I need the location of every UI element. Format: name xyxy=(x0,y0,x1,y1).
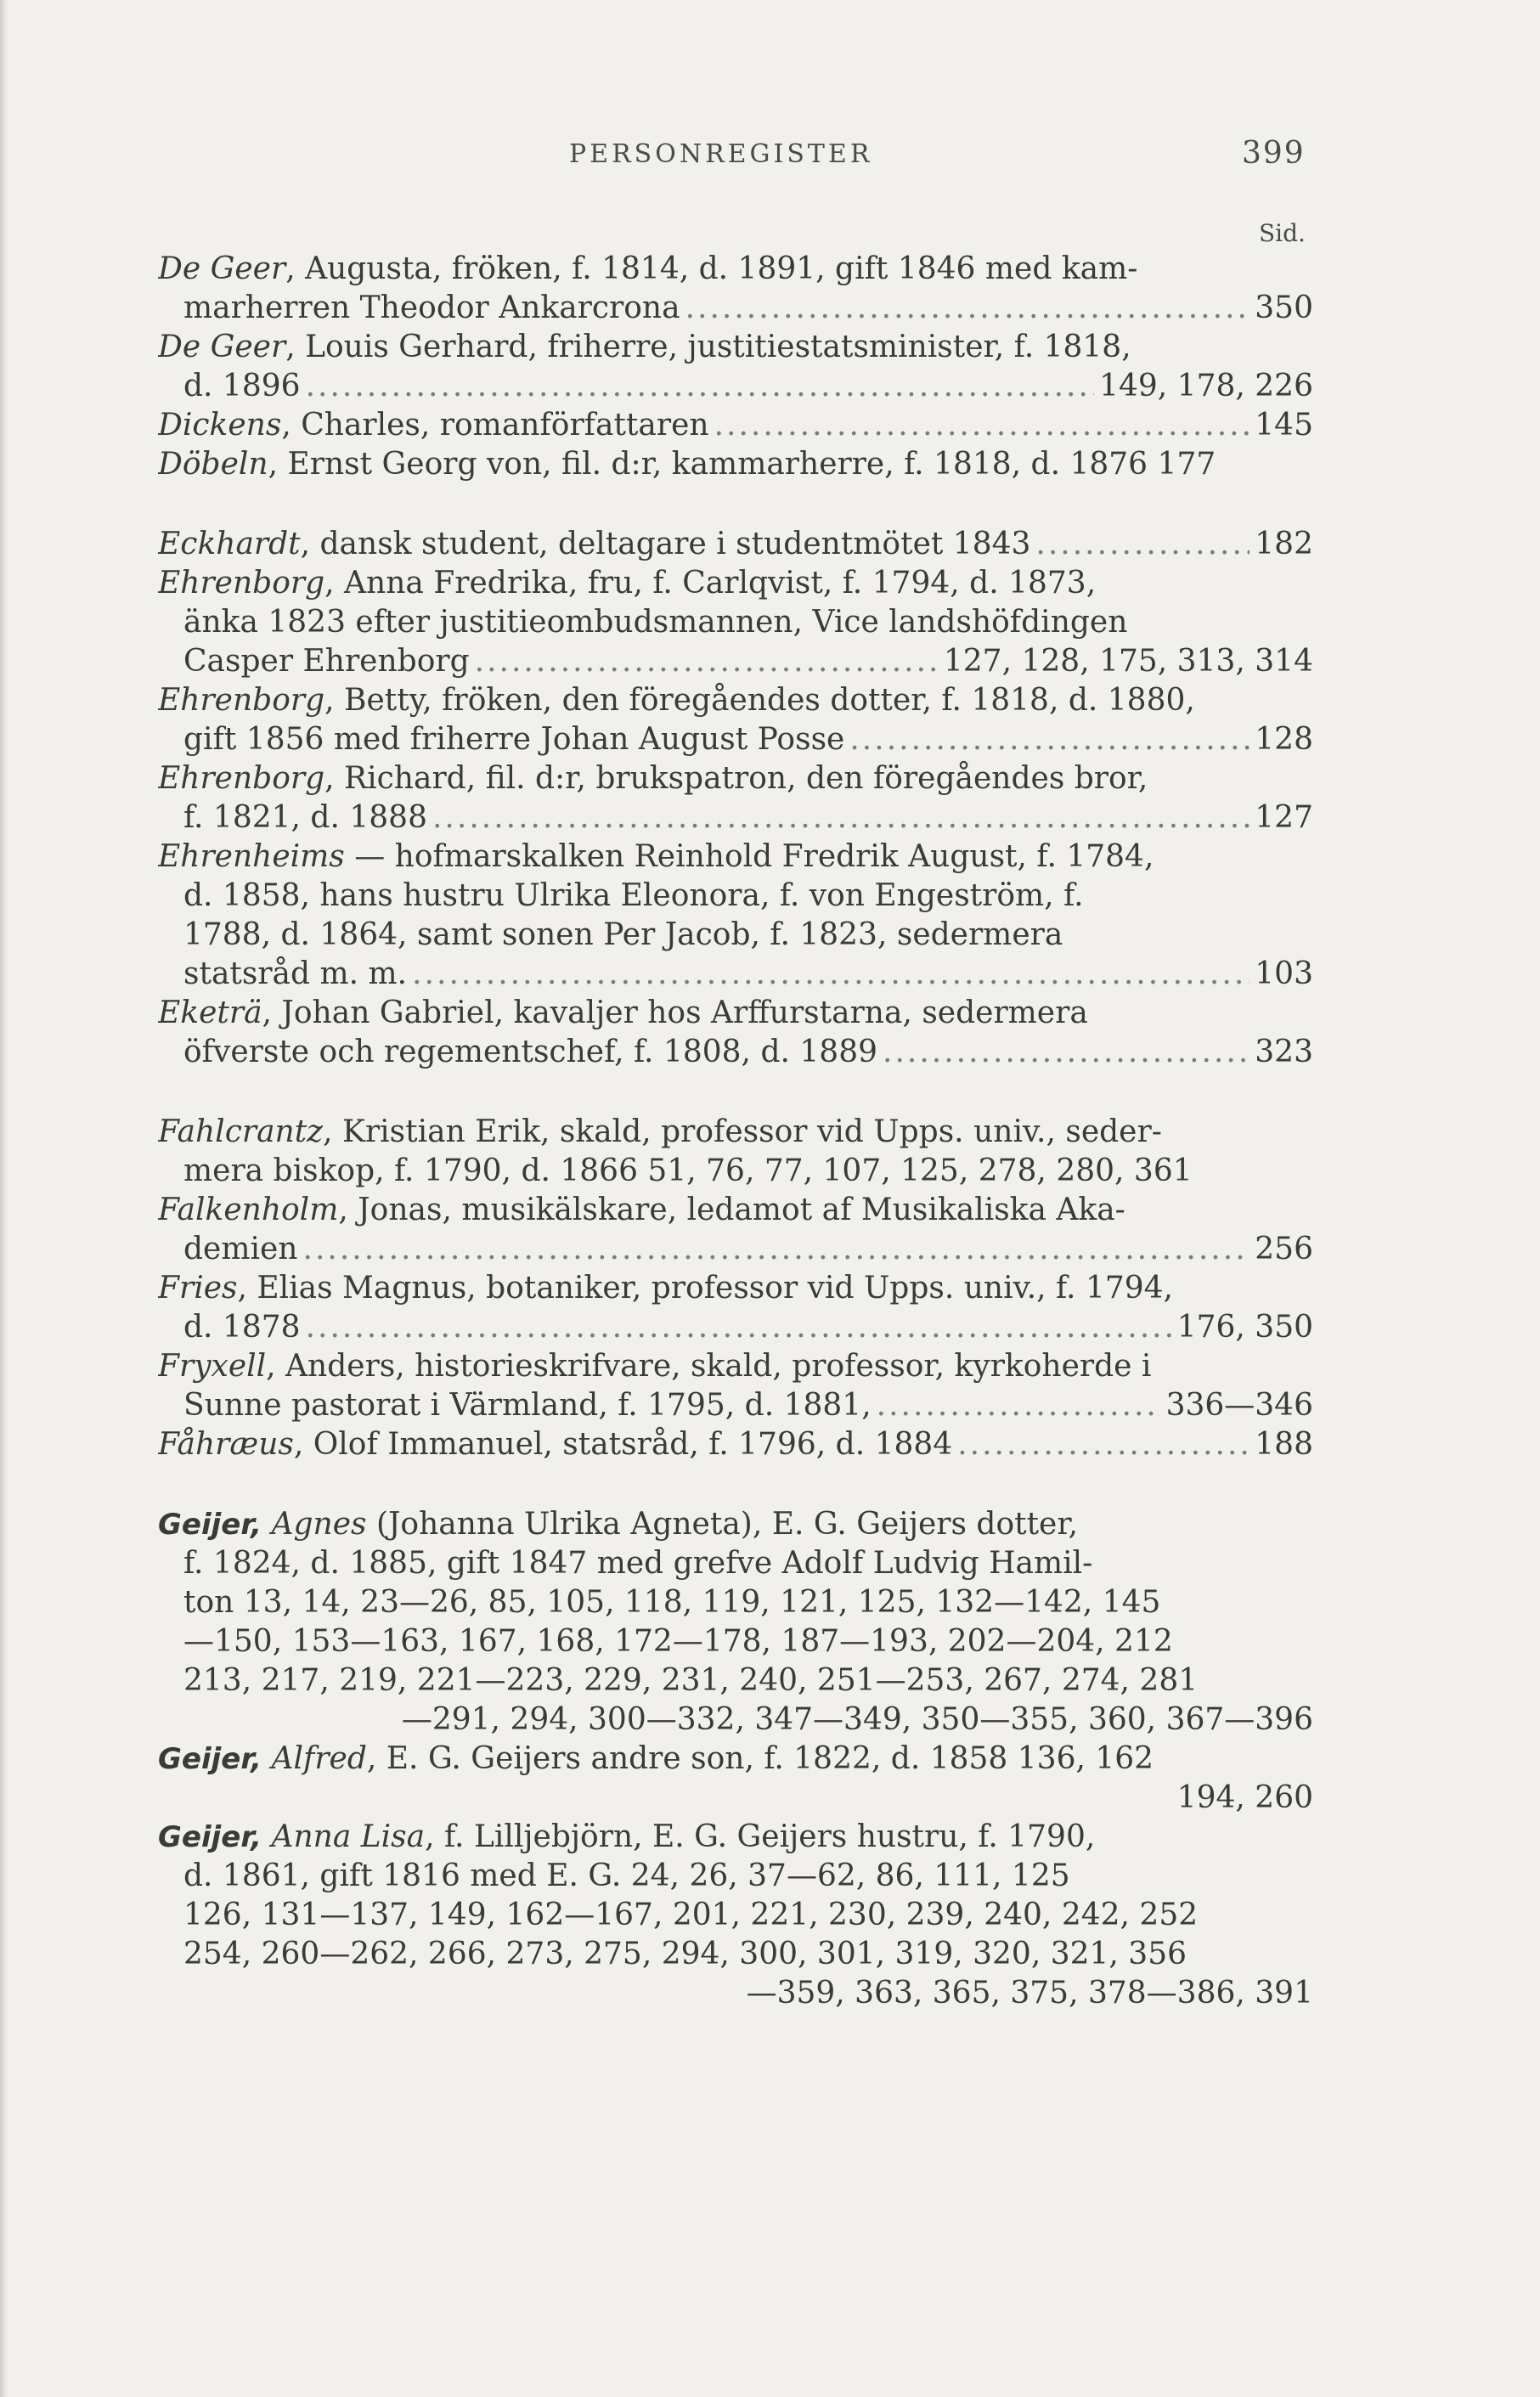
entry-text xyxy=(158,1193,1125,1227)
entry-line xyxy=(158,877,1313,916)
register-entry xyxy=(158,525,1313,564)
entry-line xyxy=(158,1779,1313,1818)
dot-leader xyxy=(412,955,1249,994)
dot-leader xyxy=(306,367,1095,406)
entry-text xyxy=(158,566,1096,601)
person-surname: Döbeln xyxy=(158,447,268,482)
entry-description: gift 1856 med friherre Johan August Posse xyxy=(183,722,845,757)
entry-description: ton 13, 14, 23—26, 85, 105, 118, 119, 121, 125, 132—142, 145 xyxy=(183,1585,1161,1620)
register-entry xyxy=(158,1425,1313,1464)
entry-text xyxy=(183,720,844,759)
register-entry xyxy=(158,1818,1313,2013)
page-header xyxy=(0,136,1540,187)
page-reference: 177 xyxy=(1148,447,1216,482)
page-reference: 188 xyxy=(1255,1427,1313,1462)
entry-text xyxy=(183,878,1084,913)
entry-description: Sunne pastorat i Värmland, f. 1795, d. 1881, xyxy=(183,1388,872,1423)
person-surname: Ehrenborg xyxy=(158,566,325,601)
entry-description: , Augusta, fröken, f. 1814, d. 1891, gift 1846 med kam- xyxy=(285,251,1138,286)
page-reference: 256 xyxy=(1255,1232,1313,1266)
person-surname: Fåhræus xyxy=(158,1427,294,1462)
entry-text xyxy=(158,995,1088,1030)
entry-text xyxy=(158,1114,1162,1149)
entry-description: — hofmarskalken Reinhold Fredrik August, f. 1784, xyxy=(344,839,1154,874)
register-entry xyxy=(158,681,1313,759)
entry-description: , dansk student, deltagare i studentmötet 1843 xyxy=(300,527,1031,561)
entry-description: marherren Theodor Ankarcrona xyxy=(183,290,680,325)
person-surname: Geijer, xyxy=(158,1508,262,1542)
entry-text xyxy=(158,1271,1173,1306)
person-surname: Fryxell xyxy=(158,1349,267,1384)
entry-description: 194, 260 xyxy=(1176,1780,1313,1815)
entry-description: , Anders, historieskrifvare, skald, professor, kyrkoherde i xyxy=(266,1349,1152,1384)
page-reference: 127, 128, 175, 313, 314 xyxy=(943,644,1313,679)
person-surname: Ehrenborg xyxy=(158,683,325,718)
page-reference: 103 xyxy=(1255,956,1313,991)
entry-description: d. 1896 xyxy=(183,369,301,403)
entry-text xyxy=(183,1624,1173,1659)
entry-line xyxy=(158,1622,1313,1661)
entry-text xyxy=(183,1898,1198,1932)
entry-text xyxy=(183,367,301,406)
entry-text xyxy=(183,1585,1160,1620)
entry-text xyxy=(158,683,1195,718)
entry-text xyxy=(158,1425,952,1464)
page-reference: 182 xyxy=(1255,527,1313,561)
dot-leader xyxy=(714,406,1250,445)
entry-text xyxy=(183,798,427,838)
entry-line xyxy=(158,916,1313,955)
entry-text xyxy=(183,1308,301,1347)
person-given-name: Agnes xyxy=(271,1507,367,1542)
entry-line xyxy=(158,838,1313,877)
register-entry xyxy=(158,1269,1313,1347)
entry-text xyxy=(183,1937,1187,1971)
entry-description: —291, 294, 300—332, 347—349, 350—355, 360, 367—396 xyxy=(401,1702,1313,1737)
entry-description: änka 1823 efter justitieombudsmannen, Vice landshöfdingen xyxy=(183,605,1128,640)
person-surname: Ehrenheims xyxy=(158,839,345,874)
entry-line xyxy=(158,759,1313,798)
person-given-name: Alfred xyxy=(271,1741,367,1776)
entry-description: f. 1821, d. 1888 xyxy=(183,800,427,835)
entry-text xyxy=(183,289,680,328)
entry-description: d. 1858, hans hustru Ulrika Eleonora, f. von Engeström, f. xyxy=(183,878,1084,913)
register-entry xyxy=(158,759,1313,838)
register-entry xyxy=(158,1113,1313,1191)
register-entry xyxy=(158,328,1313,406)
person-surname: De Geer xyxy=(158,251,286,286)
entry-text xyxy=(402,1702,1313,1737)
person-surname: Geijer, xyxy=(158,1742,262,1776)
entry-description: , Betty, fröken, den föregåendes dotter, f. 1818, d. 1880, xyxy=(324,683,1195,718)
entry-line xyxy=(158,603,1313,642)
entry-line xyxy=(158,1191,1313,1230)
dot-leader xyxy=(849,720,1249,759)
entry-text xyxy=(158,447,1148,482)
register-entry xyxy=(158,1740,1313,1818)
person-surname: Falkenholm xyxy=(158,1193,339,1227)
entry-line xyxy=(158,406,1313,445)
entry-line xyxy=(158,1033,1313,1072)
entry-description: 254, 260—262, 266, 273, 275, 294, 300, 301, 319, 320, 321, 356 xyxy=(183,1937,1187,1971)
entry-line xyxy=(158,1113,1313,1152)
entry-text xyxy=(158,1349,1151,1384)
page-number: 399 xyxy=(1242,136,1306,171)
entry-description: , f. Lilljebjörn, E. G. Geijers hustru, f. 1790, xyxy=(425,1819,1096,1854)
entry-line xyxy=(158,1818,1313,1857)
register-entry xyxy=(158,1191,1313,1269)
register-entries xyxy=(158,250,1313,2013)
entry-line xyxy=(158,955,1313,994)
register-entry xyxy=(158,445,1313,484)
dot-leader xyxy=(957,1425,1249,1464)
entry-description: , Anna Fredrika, fru, f. Carlqvist, f. 1794, d. 1873, xyxy=(324,566,1097,601)
page-reference: 127 xyxy=(1255,800,1313,835)
entry-line xyxy=(158,1308,1313,1347)
entry-description: —150, 153—163, 167, 168, 172—178, 187—193, 202—204, 212 xyxy=(183,1624,1173,1659)
dot-leader xyxy=(475,642,939,681)
entry-text xyxy=(183,642,470,681)
entry-description: , E. G. Geijers andre son, f. 1822, d. 1858 136, 162 xyxy=(366,1741,1154,1776)
page-column-label: Sid. xyxy=(1259,219,1306,247)
entry-description: öfverste och regementschef, f. 1808, d. 1889 xyxy=(183,1035,877,1069)
entry-line xyxy=(158,1935,1313,1974)
entry-line xyxy=(158,1700,1313,1740)
dot-leader xyxy=(685,289,1250,328)
section-gap xyxy=(158,1072,1313,1113)
person-surname: Dickens xyxy=(158,408,282,443)
entry-text xyxy=(183,1546,1092,1581)
entry-text xyxy=(183,1033,877,1072)
entry-text xyxy=(183,917,1063,952)
entry-description: , Charles, romanförfattaren xyxy=(281,408,709,443)
entry-description: 1788, d. 1864, samt sonen Per Jacob, f. 1823, sedermera xyxy=(183,917,1063,952)
entry-line xyxy=(158,994,1313,1033)
dot-leader xyxy=(883,1033,1249,1072)
entry-line xyxy=(158,1544,1313,1583)
entry-line xyxy=(158,525,1313,564)
register-entry xyxy=(158,564,1313,681)
register-entry xyxy=(158,994,1313,1072)
entry-description: (Johanna Ulrika Agneta), E. G. Geijers dotter, xyxy=(366,1507,1079,1542)
entry-description: , Elias Magnus, botaniker, professor vid Upps. univ., f. 1794, xyxy=(237,1271,1173,1306)
section-gap xyxy=(158,484,1313,525)
entry-line xyxy=(158,564,1313,603)
entry-text xyxy=(158,406,709,445)
entry-line xyxy=(158,445,1313,484)
page-reference: 336—346 xyxy=(1165,1388,1313,1423)
entry-line xyxy=(158,1583,1313,1622)
entry-text xyxy=(183,1858,1070,1893)
entry-line xyxy=(158,1269,1313,1308)
dot-leader xyxy=(303,1230,1250,1269)
dot-leader xyxy=(877,1386,1161,1425)
entry-text xyxy=(158,839,1154,874)
entry-description: , Louis Gerhard, friherre, justitiestatsminister, f. 1818, xyxy=(285,330,1131,364)
person-surname: Fries xyxy=(158,1271,238,1306)
entry-line xyxy=(158,328,1313,367)
person-surname: Eckhardt xyxy=(158,527,301,561)
entry-description: —359, 363, 365, 375, 378—386, 391 xyxy=(746,1976,1313,2011)
person-given-name: Anna Lisa xyxy=(271,1819,426,1854)
entry-line xyxy=(158,1857,1313,1896)
entry-description: d. 1878 xyxy=(183,1310,301,1345)
register-entry xyxy=(158,250,1313,328)
entry-description: 213, 217, 219, 221—223, 229, 231, 240, 251—253, 267, 274, 281 xyxy=(183,1663,1199,1698)
entry-description: , Johan Gabriel, kavaljer hos Arffurstarna, sedermera xyxy=(262,995,1088,1030)
person-surname: Ehrenborg xyxy=(158,761,325,796)
person-surname: Eketrä xyxy=(158,995,262,1030)
person-surname: Fahlcrantz xyxy=(158,1114,324,1149)
entry-text xyxy=(183,605,1127,640)
entry-line xyxy=(158,1740,1313,1779)
entry-description: , Jonas, musikälskare, ledamot af Musikaliska Aka- xyxy=(338,1193,1125,1227)
page-reference: 149, 178, 226 xyxy=(1099,369,1313,403)
entry-description: Casper Ehrenborg xyxy=(183,644,470,679)
page-reference: 128 xyxy=(1255,722,1313,757)
entry-text xyxy=(183,1153,1193,1188)
entry-text xyxy=(158,525,1030,564)
entry-line xyxy=(158,1896,1313,1935)
running-title: PERSONREGISTER xyxy=(569,139,873,169)
entry-text xyxy=(183,1230,298,1269)
entry-text xyxy=(1177,1780,1313,1815)
entry-line xyxy=(158,681,1313,720)
entry-description: f. 1824, d. 1885, gift 1847 med grefve Adolf Ludvig Hamil- xyxy=(183,1546,1093,1581)
entry-line xyxy=(158,250,1313,289)
entry-description: , Kristian Erik, skald, professor vid Upps. univ., seder- xyxy=(323,1114,1162,1149)
page-reference: 350 xyxy=(1255,290,1313,325)
register-entry xyxy=(158,838,1313,994)
entry-text xyxy=(183,955,407,994)
entry-description: , Olof Immanuel, statsråd, f. 1796, d. 1884 xyxy=(293,1427,953,1462)
register-entry xyxy=(158,406,1313,445)
entry-description: , Richard, fil. d:r, brukspatron, den föregåendes bror, xyxy=(324,761,1148,796)
entry-line xyxy=(158,798,1313,838)
entry-description: , Ernst Georg von, fil. d:r, kammarherre, f. 1818, d. 1876 xyxy=(268,447,1148,482)
entry-text xyxy=(158,1819,1095,1854)
entry-description: 126, 131—137, 149, 162—167, 201, 221, 230, 239, 240, 242, 252 xyxy=(183,1898,1199,1932)
entry-line xyxy=(158,1425,1313,1464)
entry-text xyxy=(158,251,1137,286)
entry-line xyxy=(158,367,1313,406)
entry-text xyxy=(158,330,1131,364)
entry-line xyxy=(158,1974,1313,2013)
entry-text xyxy=(747,1976,1313,2011)
entry-line xyxy=(158,1347,1313,1386)
entry-line xyxy=(158,1230,1313,1269)
entry-description: statsråd m. m. xyxy=(183,956,408,991)
entry-text xyxy=(183,1386,872,1425)
dot-leader xyxy=(306,1308,1172,1347)
entry-description: mera biskop, f. 1790, d. 1866 51, 76, 77, 107, 125, 278, 280, 361 xyxy=(183,1153,1193,1188)
entry-line xyxy=(158,642,1313,681)
entry-description: demien xyxy=(183,1232,298,1266)
entry-line xyxy=(158,1505,1313,1544)
entry-text xyxy=(158,761,1148,796)
section-gap xyxy=(158,1464,1313,1505)
page-reference: 176, 350 xyxy=(1176,1310,1313,1345)
entry-line xyxy=(158,1661,1313,1700)
entry-text xyxy=(183,1663,1198,1698)
person-surname: Geijer, xyxy=(158,1820,262,1854)
entry-line xyxy=(158,289,1313,328)
entry-line xyxy=(158,1386,1313,1425)
entry-line xyxy=(158,1152,1313,1191)
page-reference: 323 xyxy=(1255,1035,1313,1069)
dot-leader xyxy=(1035,525,1249,564)
entry-description: d. 1861, gift 1816 med E. G. 24, 26, 37—62, 86, 111, 125 xyxy=(183,1858,1070,1893)
register-entry xyxy=(158,1347,1313,1425)
dot-leader xyxy=(432,798,1249,838)
page-edge xyxy=(0,0,8,2397)
entry-text xyxy=(158,1507,1078,1542)
register-entry xyxy=(158,1505,1313,1740)
person-surname: De Geer xyxy=(158,330,286,364)
entry-line xyxy=(158,720,1313,759)
entry-text xyxy=(158,1741,1154,1776)
page-reference: 145 xyxy=(1255,408,1313,443)
